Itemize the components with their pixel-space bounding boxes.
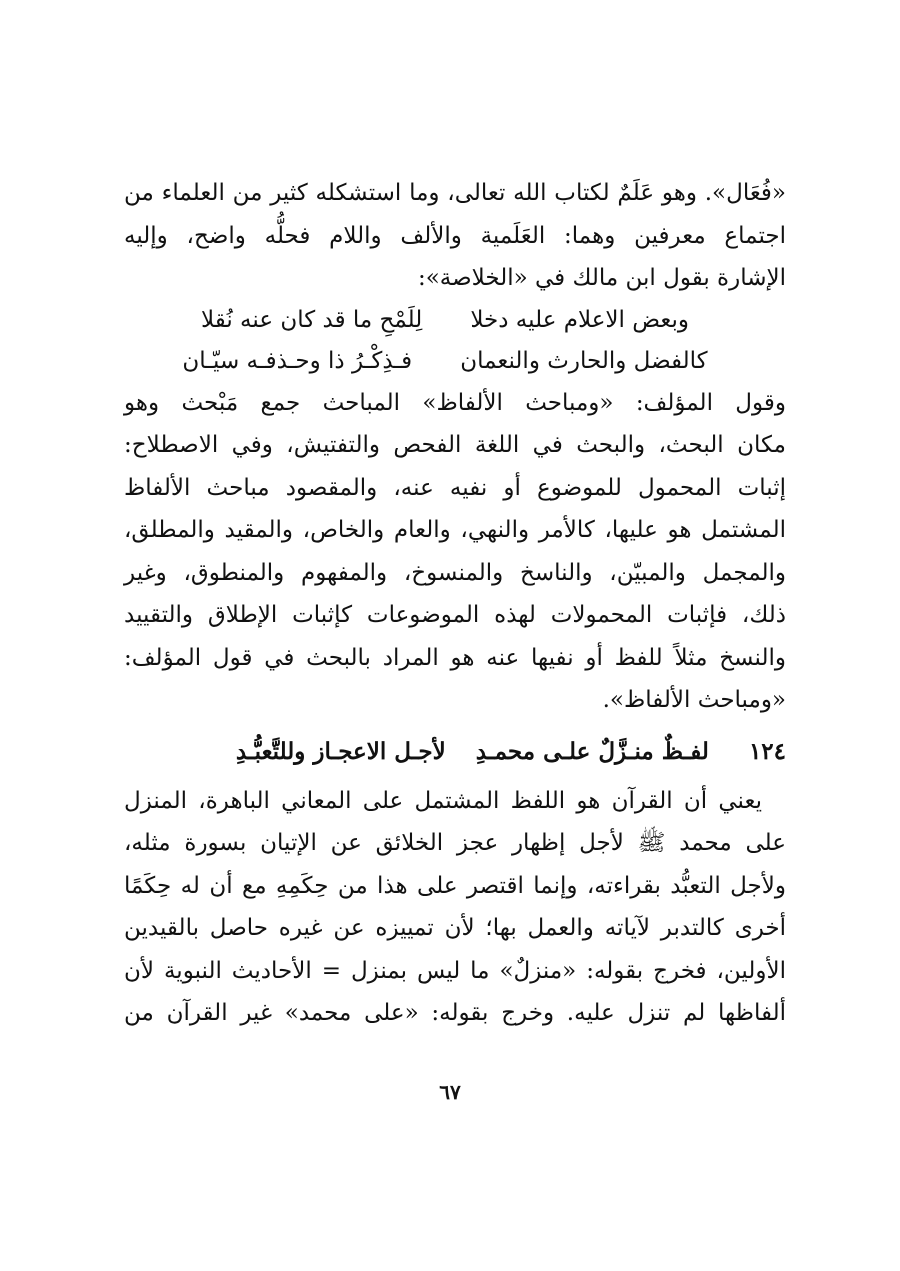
verse-first-hemistich: وبعض الاعلام عليه دخلا bbox=[470, 306, 690, 333]
verse-second-hemistich: فـذِكْـرُ ذا وحـذفـه سيّـان bbox=[182, 347, 413, 374]
verse-heading bbox=[124, 728, 786, 776]
text-line: ذلك، فإثبات المحمولات لهذه الموضوعات كإثبات الإطلاق والتقييد bbox=[124, 602, 786, 628]
verse-first-hemistich: كالفضل والحارث والنعمان bbox=[460, 347, 708, 374]
text-line: «ومباحث الألفاظ». bbox=[602, 687, 786, 713]
text-line: إثبات المحمول للموضوع أو نفيه عنه، والمقصود مباحث الألفاظ bbox=[124, 474, 786, 501]
verse-heading-second: لأجـل الاعجـاز وللتَّعبُّـدِ bbox=[235, 737, 446, 765]
verse-heading-first: لفـظٌ منـزَّلٌ علـى محمـدِ bbox=[475, 737, 709, 765]
text-line: ولأجل التعبُّد بقراءته، وإنما اقتصر على هذا من حِكَمِهِ مع أن له حِكَمًا bbox=[124, 872, 786, 899]
text-line: الإشارة بقول ابن مالك في «الخلاصة»: bbox=[417, 265, 786, 291]
body-paragraph bbox=[124, 382, 786, 722]
commentary-paragraph bbox=[124, 780, 786, 1035]
text-line: الأولين، فخرج بقوله: «منزلٌ» ما ليس بمنزل = الأحاديث النبوية لأن bbox=[124, 957, 786, 984]
text-line: اجتماع معرفين وهما: العَلَمية والألف واللام فحلُّه واضح، وإليه bbox=[124, 222, 786, 249]
text-line: «فُعَال». وهو عَلَمٌ لكتاب الله تعالى، وما استشكله كثير من العلماء من bbox=[124, 180, 786, 206]
page-body bbox=[124, 172, 786, 1035]
poem-verse bbox=[124, 300, 786, 341]
page-number: ٦٧ bbox=[439, 1080, 461, 1104]
text-line: أخرى كالتدبر لآياته والعمل بها؛ لأن تمييزه عن غيره حاصل بالقيدين bbox=[124, 915, 786, 941]
poem-block bbox=[124, 300, 786, 382]
poem-verse bbox=[124, 341, 786, 382]
verse-second-hemistich: لِلَمْحِ ما قد كان عنه نُقلا bbox=[200, 306, 423, 333]
text-line: يعني أن القرآن هو اللفظ المشتمل على المعاني الباهرة، المنزل bbox=[124, 787, 762, 814]
text-line: وقول المؤلف: «ومباحث الألفاظ» المباحث جمع مَبْحث وهو bbox=[124, 389, 786, 416]
text-line: ألفاظها لم تنزل عليه. وخرج بقوله: «على محمد» غير القرآن من bbox=[124, 1000, 786, 1026]
text-line: والنسخ مثلاً للفظ أو نفيها عنه هو المراد بالبحث في قول المؤلف: bbox=[124, 644, 787, 671]
text-line: المشتمل هو عليها، كالأمر والنهي، والعام والخاص، والمقيد والمطلق، bbox=[124, 517, 786, 543]
intro-paragraph bbox=[124, 172, 786, 300]
text-line: على محمد ﷺ لأجل إظهار عجز الخلائق عن الإتيان بسورة مثله، bbox=[124, 830, 786, 856]
text-line: مكان البحث، والبحث في اللغة الفحص والتفتيش، وفي الاصطلاح: bbox=[124, 432, 786, 458]
text-line: والمجمل والمبيّن، والناسخ والمنسوخ، والمفهوم والمنطوق، وغير bbox=[124, 559, 786, 586]
verse-number: ١٢٤ bbox=[748, 737, 786, 765]
